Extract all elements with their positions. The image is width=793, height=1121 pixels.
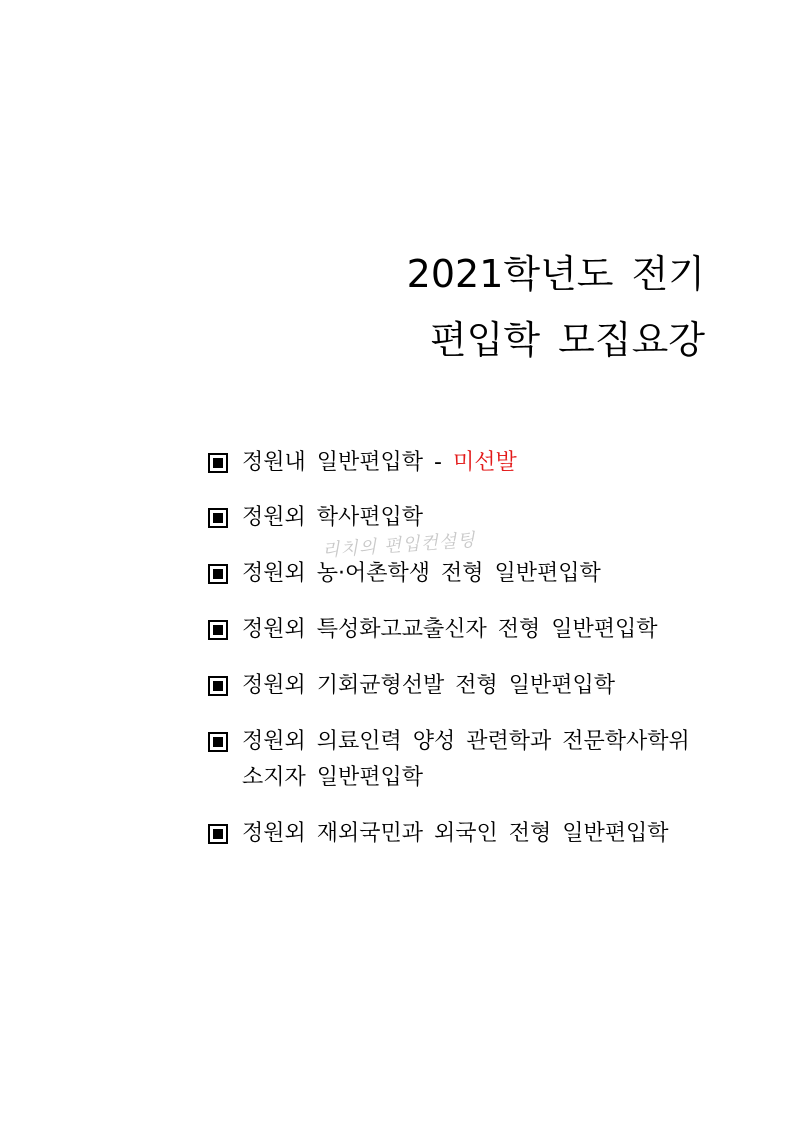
document-title-line-2: 편입학 모집요강 xyxy=(429,318,705,362)
watermark: 리치의 편입컨설팅 xyxy=(321,529,477,562)
square-bullet-icon xyxy=(208,732,228,752)
list-item-text: 정원내 일반편입학 - xyxy=(242,450,453,475)
list-item-text: 정원외 특성화고교출신자 전형 일반편입학 xyxy=(242,617,658,642)
list-item-text: 정원외 학사편입학 xyxy=(242,505,424,530)
list-item xyxy=(208,500,423,536)
document-title-line-1: 2021학년도 전기 xyxy=(406,252,705,296)
list-item xyxy=(208,668,615,704)
square-bullet-icon xyxy=(208,508,228,528)
square-bullet-icon xyxy=(208,824,228,844)
square-bullet-icon xyxy=(208,564,228,584)
list-item xyxy=(208,612,658,648)
list-item xyxy=(208,816,669,852)
list-item-text-continued: 소지자 일반편입학 xyxy=(242,765,424,790)
square-bullet-icon xyxy=(208,620,228,640)
not-selected-label: 미선발 xyxy=(452,450,517,475)
square-bullet-icon xyxy=(208,453,228,473)
list-item xyxy=(208,445,517,481)
list-item-text: 정원외 기회균형선발 전형 일반편입학 xyxy=(242,673,616,698)
square-bullet-icon xyxy=(208,676,228,696)
list-item-text: 정원외 농·어촌학생 전형 일반편입학 xyxy=(242,561,601,586)
list-item xyxy=(208,556,601,592)
list-item-text: 정원외 재외국민과 외국인 전형 일반편입학 xyxy=(242,821,669,846)
list-item xyxy=(208,724,690,796)
list-item-text: 정원외 의료인력 양성 관련학과 전문학사학위 xyxy=(242,729,690,754)
